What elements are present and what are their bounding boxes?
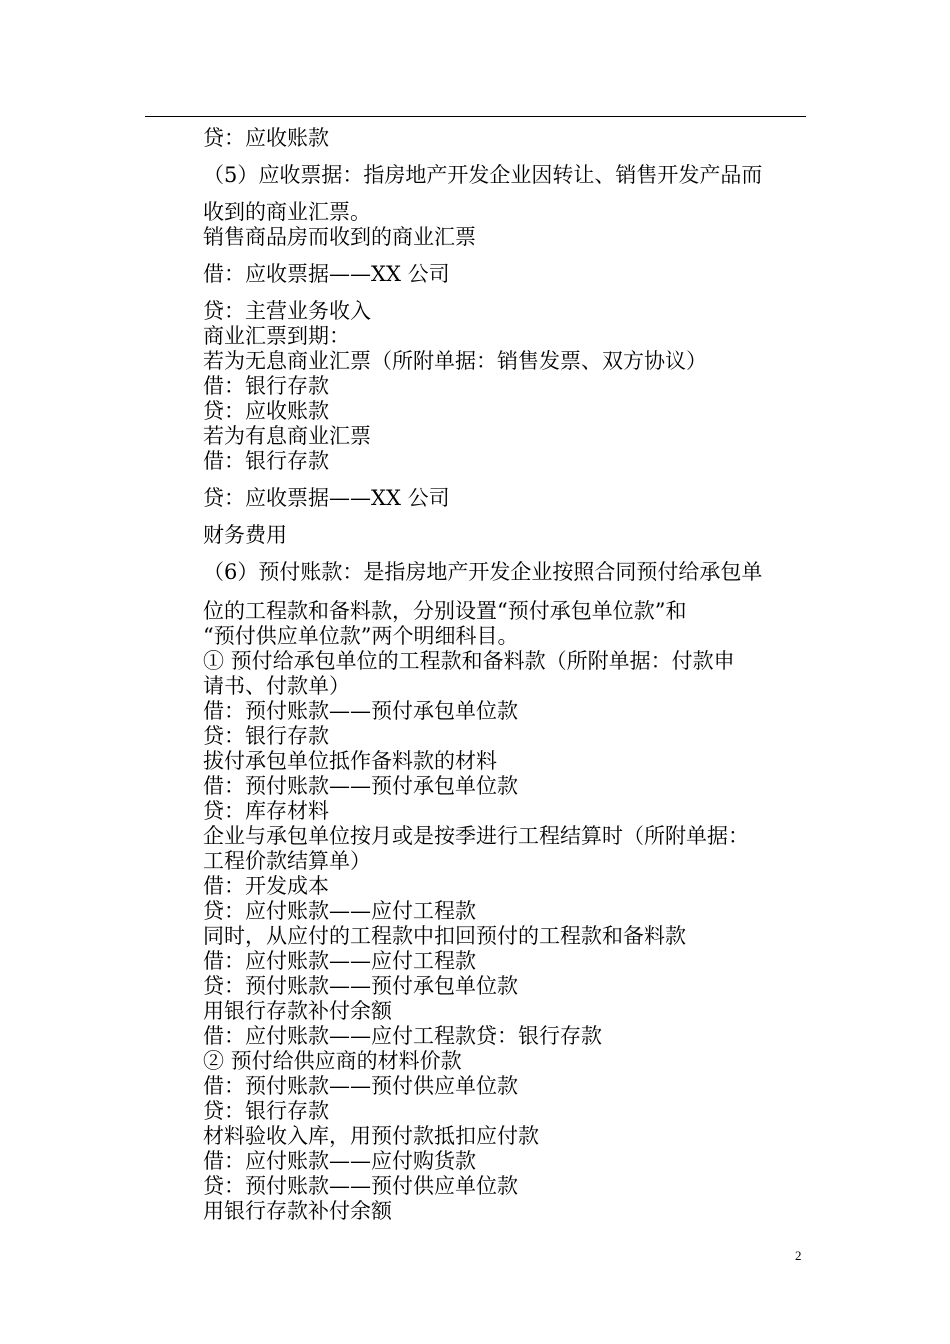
text-line: 借：应收票据——XX 公司: [203, 262, 450, 286]
text-line: 用银行存款补付余额: [203, 999, 392, 1023]
text-line: 贷：应收票据——XX 公司: [203, 486, 450, 510]
text-line: 贷：银行存款: [203, 1099, 329, 1123]
header-rule: [145, 116, 806, 117]
text-line: 商业汇票到期：: [203, 324, 350, 348]
text-line: 贷：应收账款: [203, 126, 329, 150]
text-line: 借：预付账款——预付承包单位款: [203, 774, 518, 798]
page-number: 2: [795, 1248, 802, 1263]
text-line: 若为有息商业汇票: [203, 424, 371, 448]
text-line: 财务费用: [203, 523, 287, 547]
text-line: ② 预付给供应商的材料价款: [203, 1049, 462, 1073]
text-line: 材料验收入库，用预付款抵扣应付款: [203, 1124, 539, 1148]
text-line: 同时，从应付的工程款中扣回预付的工程款和备料款: [203, 924, 686, 948]
text-line: 贷：银行存款: [203, 724, 329, 748]
text-line: 贷：主营业务收入: [203, 299, 371, 323]
text-line: 贷：库存材料: [203, 799, 329, 823]
text-line: 若为无息商业汇票（所附单据：销售发票、双方协议）: [203, 349, 707, 373]
text-line: 借：银行存款: [203, 374, 329, 398]
text-line: ① 预付给承包单位的工程款和备料款（所附单据：付款申: [203, 649, 735, 673]
text-line: 借：银行存款: [203, 449, 329, 473]
text-line: 借：应付账款——应付购货款: [203, 1149, 476, 1173]
text-line: 销售商品房而收到的商业汇票: [203, 225, 476, 249]
text-line: “预付供应单位款”两个明细科目。: [203, 624, 519, 648]
text-line: 用银行存款补付余额: [203, 1199, 392, 1223]
text-line: 收到的商业汇票。: [203, 200, 371, 224]
text-line: 工程价款结算单）: [203, 849, 371, 873]
text-line: 借：预付账款——预付供应单位款: [203, 1074, 518, 1098]
text-line: 贷：预付账款——预付供应单位款: [203, 1174, 518, 1198]
text-line: 企业与承包单位按月或是按季进行工程结算时（所附单据：: [203, 824, 749, 848]
text-line: 拔付承包单位抵作备料款的材料: [203, 749, 497, 773]
text-line: 借：开发成本: [203, 874, 329, 898]
text-line: 位的工程款和备料款，分别设置“预付承包单位款”和: [203, 599, 687, 623]
text-line: 请书、付款单）: [203, 674, 350, 698]
text-line: （6）预付账款：是指房地产开发企业按照合同预付给承包单: [203, 560, 763, 584]
text-line: 借：预付账款——预付承包单位款: [203, 699, 518, 723]
text-line: 借：应付账款——应付工程款: [203, 949, 476, 973]
text-line: 贷：应收账款: [203, 399, 329, 423]
text-line: （5）应收票据：指房地产开发企业因转让、销售开发产品而: [203, 163, 763, 187]
text-line: 贷：预付账款——预付承包单位款: [203, 974, 518, 998]
text-line: 贷：应付账款——应付工程款: [203, 899, 476, 923]
text-line: 借：应付账款——应付工程款贷：银行存款: [203, 1024, 602, 1048]
